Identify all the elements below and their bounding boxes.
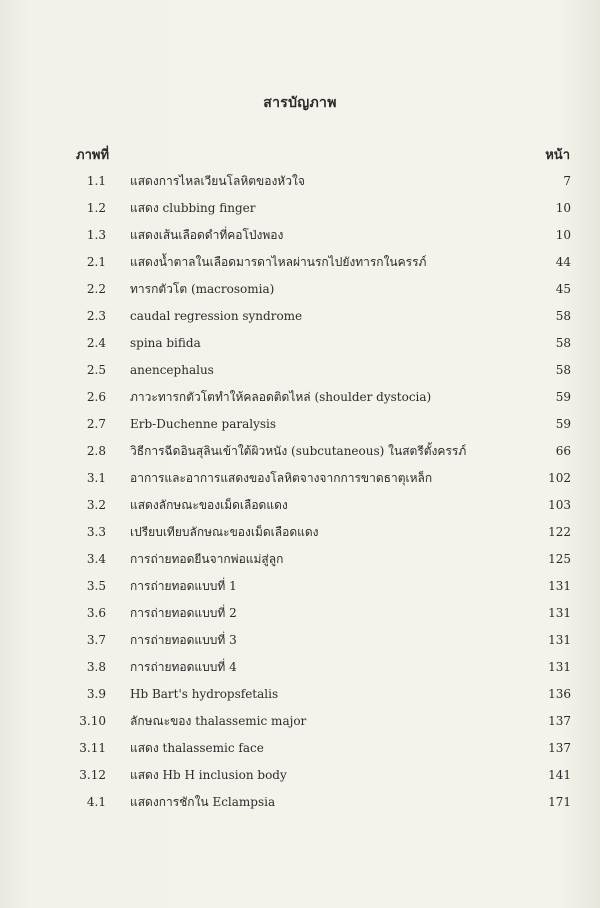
figure-number: 2.5 bbox=[86, 363, 106, 377]
figure-caption: เปรียบเทียบลักษณะของเม็ดเลือดแดง bbox=[130, 525, 319, 539]
figure-column-header: ภาพที่ bbox=[76, 148, 110, 163]
figure-entry bbox=[0, 573, 600, 600]
figure-number: 1.1 bbox=[86, 174, 106, 188]
figure-number: 1.2 bbox=[86, 201, 106, 215]
figure-caption: Erb-Duchenne paralysis bbox=[130, 417, 277, 431]
figure-entry bbox=[0, 735, 600, 762]
figure-number: 2.8 bbox=[86, 444, 106, 458]
figure-entry bbox=[0, 627, 600, 654]
figure-number: 3.7 bbox=[86, 633, 106, 647]
figure-caption: การถ่ายทอดแบบที่ 2 bbox=[130, 606, 237, 620]
figure-page-number: 137 bbox=[548, 714, 571, 728]
figure-number: 3.12 bbox=[79, 768, 106, 782]
figure-entry bbox=[0, 546, 600, 573]
figure-entry bbox=[0, 519, 600, 546]
figure-number: 3.5 bbox=[86, 579, 106, 593]
figure-caption: การถ่ายทอดแบบที่ 3 bbox=[130, 633, 237, 647]
figure-page-number: 58 bbox=[555, 363, 571, 377]
figure-caption: แสดง thalassemic face bbox=[130, 741, 264, 755]
figure-caption: แสดงการไหลเวียนโลหิตของหัวใจ bbox=[130, 174, 305, 188]
figure-page-number: 44 bbox=[555, 255, 571, 269]
figure-entry bbox=[0, 330, 600, 357]
figure-page-number: 131 bbox=[548, 579, 571, 593]
figure-caption: แสดงการชักใน Eclampsia bbox=[130, 795, 276, 809]
figure-number: 3.4 bbox=[86, 552, 106, 566]
figure-entry bbox=[0, 168, 600, 195]
figure-number: 3.8 bbox=[86, 660, 106, 674]
figure-caption: แสดงลักษณะของเม็ดเลือดแดง bbox=[130, 498, 288, 512]
figure-entry bbox=[0, 195, 600, 222]
figure-entry bbox=[0, 303, 600, 330]
page-column-header: หน้า bbox=[545, 148, 570, 163]
figure-entry bbox=[0, 654, 600, 681]
figure-page-number: 141 bbox=[548, 768, 571, 782]
figure-number: 1.3 bbox=[86, 228, 106, 242]
figure-page-number: 125 bbox=[548, 552, 571, 566]
figure-number: 2.1 bbox=[86, 255, 106, 269]
figure-list bbox=[0, 168, 600, 816]
figure-caption: anencephalus bbox=[130, 363, 214, 377]
figure-page-number: 10 bbox=[555, 201, 571, 215]
figure-number: 3.11 bbox=[79, 741, 106, 755]
figure-caption: ลักษณะของ thalassemic major bbox=[130, 714, 307, 728]
figure-page-number: 59 bbox=[555, 390, 571, 404]
figure-number: 3.9 bbox=[86, 687, 106, 701]
figure-page-number: 58 bbox=[555, 336, 571, 350]
figure-page-number: 7 bbox=[563, 174, 571, 188]
figure-number: 4.1 bbox=[86, 795, 106, 809]
figure-caption: Hb Bart's hydropsfetalis bbox=[130, 687, 279, 701]
figure-number: 2.4 bbox=[86, 336, 106, 350]
figure-page-number: 131 bbox=[548, 606, 571, 620]
figure-entry bbox=[0, 276, 600, 303]
figure-number: 3.3 bbox=[86, 525, 106, 539]
figure-entry bbox=[0, 222, 600, 249]
figure-page-number: 122 bbox=[548, 525, 571, 539]
figure-caption: การถ่ายทอดยีนจากพ่อแม่สู่ลูก bbox=[130, 552, 284, 566]
figure-page-number: 136 bbox=[548, 687, 571, 701]
figure-entry bbox=[0, 465, 600, 492]
figure-caption: อาการและอาการแสดงของโลหิตจางจากการขาดธาตุเหล็ก bbox=[130, 471, 433, 485]
figure-caption: การถ่ายทอดแบบที่ 4 bbox=[130, 660, 237, 674]
figure-caption: spina bifida bbox=[130, 336, 201, 350]
figure-entry bbox=[0, 411, 600, 438]
figure-page-number: 171 bbox=[548, 795, 571, 809]
figure-number: 2.3 bbox=[86, 309, 106, 323]
figure-page-number: 45 bbox=[555, 282, 571, 296]
figure-caption: แสดงเส้นเลือดดำที่คอโป่งพอง bbox=[130, 228, 284, 242]
figure-entry bbox=[0, 708, 600, 735]
figure-entry bbox=[0, 789, 600, 816]
figure-entry bbox=[0, 384, 600, 411]
figure-caption: วิธีการฉีดอินสุลินเข้าใต้ผิวหนัง (subcutaneous) ในสตรีตั้งครรภ์ bbox=[130, 444, 467, 458]
figure-entry bbox=[0, 438, 600, 465]
figure-caption: แสดง clubbing finger bbox=[130, 201, 256, 215]
figure-number: 3.10 bbox=[79, 714, 106, 728]
figure-caption: ทารกตัวโต (macrosomia) bbox=[130, 282, 275, 296]
figure-number: 3.2 bbox=[86, 498, 106, 512]
figure-caption: caudal regression syndrome bbox=[130, 309, 303, 323]
figure-caption: การถ่ายทอดแบบที่ 1 bbox=[130, 579, 237, 593]
figure-number: 3.1 bbox=[86, 471, 106, 485]
figure-page-number: 58 bbox=[555, 309, 571, 323]
figure-page-number: 66 bbox=[555, 444, 571, 458]
figure-page-number: 10 bbox=[555, 228, 571, 242]
figure-page-number: 137 bbox=[548, 741, 571, 755]
figure-entry bbox=[0, 357, 600, 384]
figure-caption: แสดงน้ำตาลในเลือดมารดาไหลผ่านรกไปยังทารกในครรภ์ bbox=[130, 255, 427, 269]
figure-caption: ภาวะทารกตัวโตทำให้คลอดติดไหล่ (shoulder dystocia) bbox=[130, 390, 432, 404]
figure-caption: แสดง Hb H inclusion body bbox=[130, 768, 287, 782]
figure-number: 2.6 bbox=[86, 390, 106, 404]
figure-page-number: 103 bbox=[548, 498, 571, 512]
figure-number: 2.2 bbox=[86, 282, 106, 296]
figure-entry bbox=[0, 762, 600, 789]
figure-entry bbox=[0, 249, 600, 276]
figure-page-number: 102 bbox=[548, 471, 571, 485]
figure-page-number: 131 bbox=[548, 633, 571, 647]
figure-number: 3.6 bbox=[86, 606, 106, 620]
figure-number: 2.7 bbox=[86, 417, 106, 431]
figure-entry bbox=[0, 600, 600, 627]
figure-entry bbox=[0, 492, 600, 519]
figure-entry bbox=[0, 681, 600, 708]
figure-page-number: 131 bbox=[548, 660, 571, 674]
figure-page-number: 59 bbox=[555, 417, 571, 431]
page-title: สารบัญภาพ bbox=[263, 95, 337, 111]
